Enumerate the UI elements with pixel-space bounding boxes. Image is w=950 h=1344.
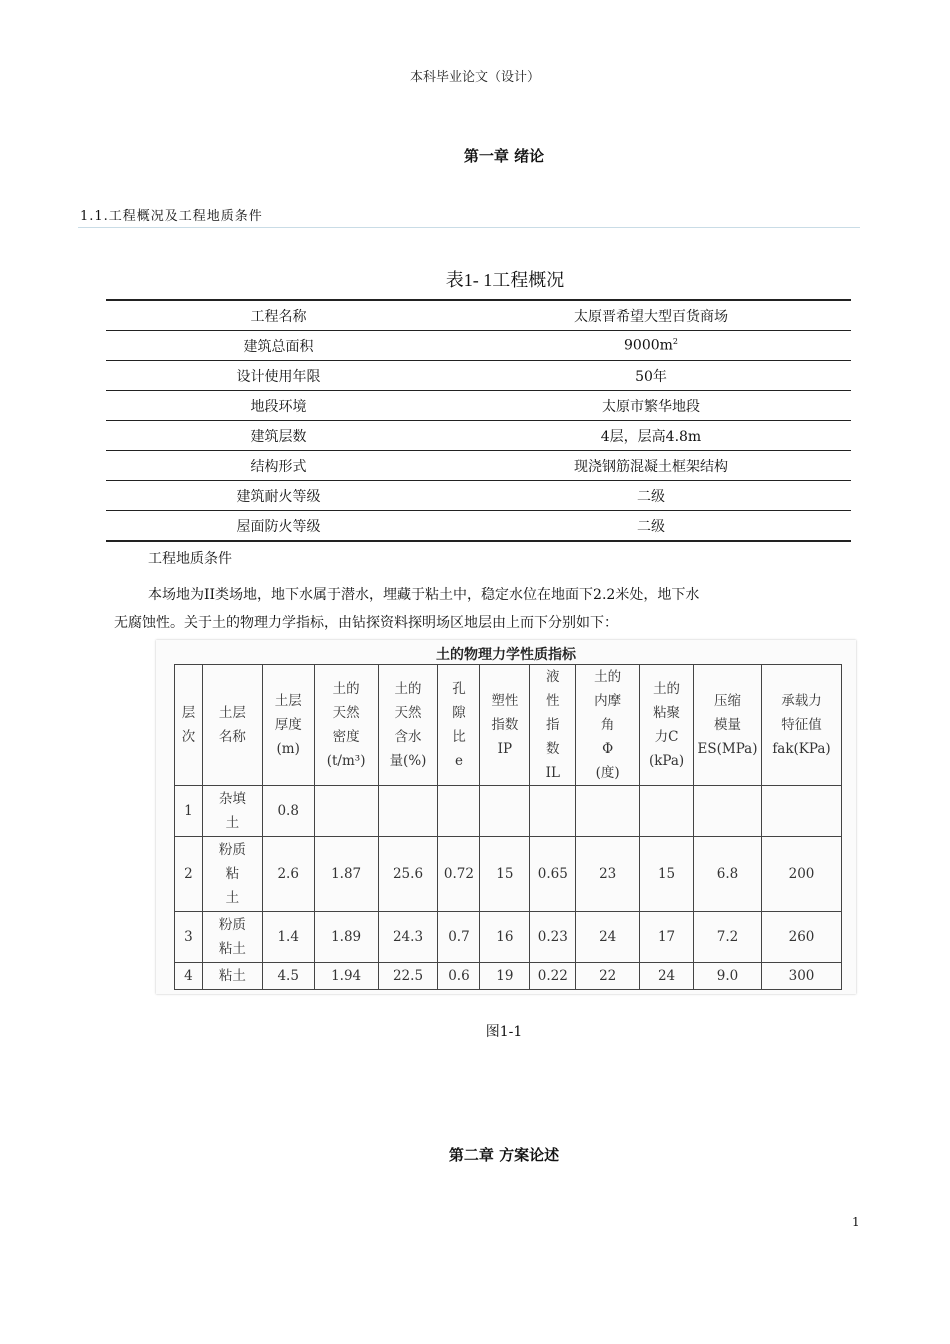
soil-header-cell [314,665,378,786]
soil-cell-fak: 200 [762,837,842,912]
soil-cell-fak [762,786,842,837]
overview-row [106,361,851,391]
soil-cell-no: 4 [175,963,203,990]
overview-row [106,481,851,511]
overview-row [106,451,851,481]
soil-name-line: 粘土 [218,941,246,957]
soil-header-line: 土的 [594,669,622,685]
overview-label: 建筑总面积 [106,331,451,361]
soil-cell-water: 25.6 [378,837,438,912]
soil-cell-es: 6.8 [694,837,762,912]
soil-data-row [175,837,842,912]
soil-cell-density: 1.87 [314,837,378,912]
overview-value-text: 9000m [624,337,673,354]
geology-subheading: 工程地质条件 [148,551,232,567]
soil-cell-name [202,837,262,912]
soil-header-line: 天然 [332,705,360,721]
soil-header-line: 模量 [714,717,742,733]
overview-label: 屋面防火等级 [106,511,451,542]
overview-value [451,331,851,361]
soil-name-line: 粉质 [218,917,246,933]
soil-properties-table [174,664,842,990]
soil-header-line: 特征值 [781,717,822,733]
soil-cell-il [530,786,576,837]
soil-header-cell [378,665,438,786]
soil-cell-cohesion: 17 [640,912,694,963]
soil-header-line: Φ [602,741,614,757]
soil-header-line: (度) [595,765,620,781]
overview-value-text: 二级 [637,518,665,535]
overview-value-superscript: 2 [672,337,678,347]
soil-header-line: IL [545,765,560,781]
soil-header-line: fak(KPa) [772,741,831,757]
soil-cell-thickness: 1.4 [262,912,314,963]
soil-data-row [175,963,842,990]
soil-name-line: 土 [225,890,240,906]
soil-cell-thickness: 4.5 [262,963,314,990]
geology-paragraph-line-1: 本场地为II类场地，地下水属于潜水，埋藏于粘土中，稳定水位在地面下2.2米处，地下水 [148,587,700,603]
section-heading-1-1: 1.1.工程概况及工程地质条件 [80,209,263,224]
overview-row [106,331,851,361]
soil-header-line: 孔 [452,681,466,697]
soil-cell-ip [480,786,530,837]
overview-value [451,421,851,451]
overview-value [451,391,851,421]
soil-cell-friction: 24 [576,912,640,963]
soil-header-cell [530,665,576,786]
soil-header-line: 液 [546,669,560,685]
soil-header-line: 土层 [218,705,246,721]
soil-header-line: 天然 [394,705,422,721]
soil-cell-es: 9.0 [694,963,762,990]
overview-label: 结构形式 [106,451,451,481]
soil-properties-figure [156,640,856,994]
section-divider [78,227,860,228]
soil-header-line: (m) [276,741,300,757]
table-1-caption: 表1- 1工程概况 [445,270,565,290]
overview-value-text: 太原晋希望大型百货商场 [574,308,728,325]
soil-cell-il: 0.22 [530,963,576,990]
soil-cell-void [438,786,480,837]
soil-header-cell [480,665,530,786]
soil-header-line: 比 [452,729,466,745]
soil-header-line: IP [497,741,513,757]
overview-row [106,421,851,451]
soil-header-line: 粘聚 [653,705,681,721]
soil-header-line: e [454,753,463,769]
soil-cell-ip: 19 [480,963,530,990]
soil-header-line: 次 [181,729,196,745]
soil-cell-water [378,786,438,837]
soil-header-line: 力C [654,729,679,745]
soil-cell-es [694,786,762,837]
soil-header-cell [694,665,762,786]
page-number: 1 [852,1215,860,1229]
soil-header-line: 性 [546,693,560,709]
chapter-2-title: 第二章 方案论述 [448,1146,560,1164]
soil-header-line: 内摩 [594,693,622,709]
soil-cell-water: 24.3 [378,912,438,963]
soil-header-line: 指数 [491,717,519,733]
overview-value [451,481,851,511]
soil-cell-friction [576,786,640,837]
soil-cell-cohesion: 15 [640,837,694,912]
overview-label: 工程名称 [106,300,451,331]
soil-cell-density: 1.89 [314,912,378,963]
soil-cell-void: 0.6 [438,963,480,990]
soil-header-line: 土的 [394,681,422,697]
soil-header-cell [640,665,694,786]
soil-cell-fak: 260 [762,912,842,963]
soil-header-cell [262,665,314,786]
figure-1-caption: 图1-1 [485,1024,523,1040]
soil-header-line: 压缩 [714,693,742,709]
soil-header-cell [438,665,480,786]
soil-header-line: 数 [546,741,560,757]
soil-header-line: (t/m³) [326,753,366,769]
overview-row [106,300,851,331]
overview-label: 地段环境 [106,391,451,421]
soil-data-row [175,912,842,963]
soil-cell-no: 3 [175,912,203,963]
soil-header-line: 名称 [218,729,246,745]
soil-header-line: 角 [600,717,615,733]
soil-name-line: 粉质 [218,842,246,858]
soil-cell-density [314,786,378,837]
overview-value [451,361,851,391]
soil-cell-water: 22.5 [378,963,438,990]
soil-header-line: 塑性 [491,693,519,709]
running-header: 本科毕业论文（设计） [409,70,540,85]
soil-header-cell [175,665,203,786]
soil-cell-void: 0.7 [438,912,480,963]
soil-header-line: 量(%) [389,753,427,769]
soil-header-line: 含水 [394,729,422,745]
overview-label: 建筑耐火等级 [106,481,451,511]
overview-row [106,511,851,542]
soil-header-line: 层 [181,705,196,721]
overview-label: 建筑层数 [106,421,451,451]
soil-cell-il: 0.23 [530,912,576,963]
overview-label: 设计使用年限 [106,361,451,391]
soil-header-cell [202,665,262,786]
soil-header-cell [576,665,640,786]
soil-name-line: 土 [225,815,240,831]
overview-value-text: 4层，层高4.8m [600,428,702,445]
soil-cell-cohesion [640,786,694,837]
soil-cell-name [202,912,262,963]
soil-header-line: ES(MPa) [697,741,758,757]
soil-header-line: 指 [546,717,560,733]
soil-cell-friction: 22 [576,963,640,990]
overview-value [451,300,851,331]
overview-row [106,391,851,421]
soil-cell-no: 1 [175,786,203,837]
soil-header-line: (kPa) [648,753,685,769]
overview-value-text: 二级 [637,488,665,505]
soil-cell-name [202,786,262,837]
overview-value-text: 现浇钢筋混凝土框架结构 [574,458,728,475]
soil-header-line: 厚度 [274,717,302,733]
soil-cell-fak: 300 [762,963,842,990]
soil-cell-thickness: 2.6 [262,837,314,912]
soil-cell-no: 2 [175,837,203,912]
overview-value-text: 太原市繁华地段 [602,398,700,415]
soil-header-line: 土的 [332,681,360,697]
soil-header-cell [762,665,842,786]
soil-header-line: 密度 [332,729,360,745]
soil-cell-name [202,963,262,990]
soil-cell-il: 0.65 [530,837,576,912]
soil-cell-es: 7.2 [694,912,762,963]
geology-paragraph-line-2: 无腐蚀性。关于土的物理力学指标，由钻探资料探明场区地层由上而下分别如下： [114,615,618,631]
soil-cell-thickness: 0.8 [262,786,314,837]
soil-cell-void: 0.72 [438,837,480,912]
soil-data-row [175,786,842,837]
project-overview-table [106,299,851,542]
soil-cell-cohesion: 24 [640,963,694,990]
soil-cell-ip: 16 [480,912,530,963]
soil-cell-density: 1.94 [314,963,378,990]
soil-header-line: 隙 [452,705,466,721]
soil-header-line: 土层 [274,693,302,709]
soil-header-row [175,665,842,786]
overview-value-text: 50年 [635,368,667,385]
soil-cell-friction: 23 [576,837,640,912]
soil-table-title: 土的物理力学性质指标 [436,647,576,663]
soil-name-line: 粘 [225,866,240,882]
soil-name-line: 杂填 [218,791,246,807]
soil-cell-ip: 15 [480,837,530,912]
soil-header-line: 土的 [653,681,681,697]
chapter-1-title: 第一章 绪论 [463,147,545,165]
overview-value [451,451,851,481]
soil-name-line: 粘土 [218,968,246,984]
soil-header-line: 承载力 [781,693,822,709]
overview-value [451,511,851,542]
